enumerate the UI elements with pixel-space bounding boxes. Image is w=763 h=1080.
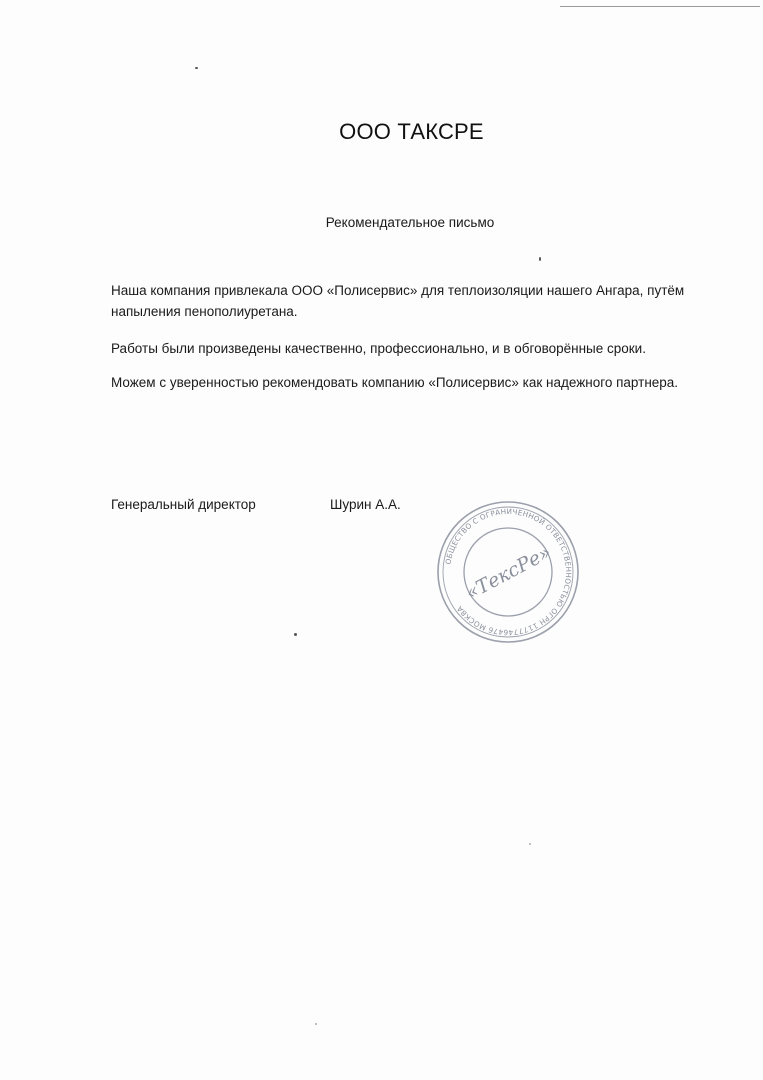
scan-speck [195,67,198,69]
scan-speck [529,843,531,845]
company-name: ООО ТАКСРЕ [339,119,484,144]
scan-speck [294,633,297,636]
scan-speck [539,257,541,261]
paragraph-1: Наша компания привлекала ООО «Полисервис» для теплоизоляции нашего Ангара, путём напыления пенополиуретана. [111,283,685,319]
signer-position: Генеральный директор [111,497,256,512]
paragraph-3: Можем с уверенностью рекомендовать компанию «Полисервис» как надежного партнера. [111,375,679,390]
letter-title: Рекомендательное письмо [325,215,495,230]
seal-center-text: «ТексРе» [462,541,555,605]
paragraph-2: Работы были произведены качественно, профессионально, и в обговорённые сроки. [111,341,646,356]
scan-speck [315,1023,317,1025]
seal-ring-text: ОБЩЕСТВО С ОГРАНИЧЕННОЙ ОТВЕТСТВЕННОСТЬЮ ОГРН 1177746476 МОСКВА [443,506,574,638]
company-seal-stamp [433,497,583,647]
scan-edge-line [560,6,760,7]
signer-name: Шурин А.А. [330,497,401,512]
